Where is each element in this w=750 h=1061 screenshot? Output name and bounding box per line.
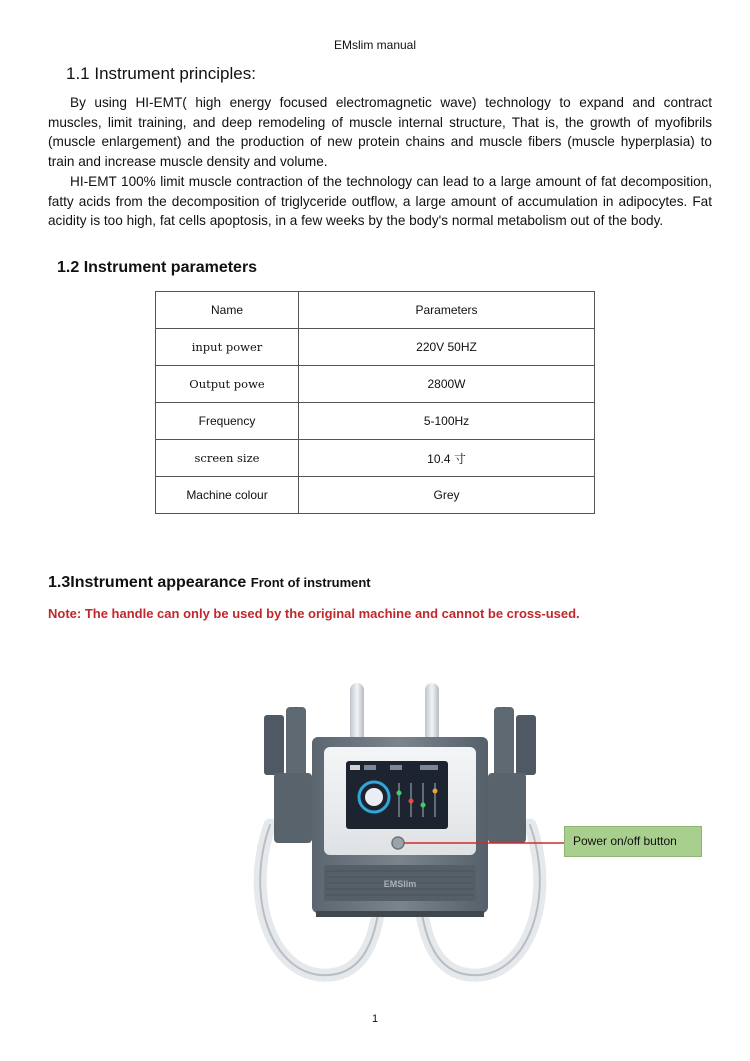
parameters-table [155,291,595,514]
table-cell-value: 220V 50HZ [299,329,595,366]
touch-screen [346,761,448,829]
appearance-subtitle: Front of instrument [250,575,371,590]
table-header-row [156,292,595,329]
page-number: 1 [371,1013,379,1025]
handle-warning-note: Note: The handle can only be used by the original machine and cannot be cross-used. [48,606,580,621]
table-row [156,403,595,440]
machine-image [250,675,550,995]
table-header-parameters: Parameters [299,292,595,329]
machine-base [316,911,484,917]
table-header-name: Name [156,292,299,329]
page-header: EMslim manual [333,38,417,52]
table-cell-value: 2800W [299,366,595,403]
power-button-callout: Power on/off button [564,826,702,857]
table-cell-name: Output powe [156,366,299,403]
table-cell-value: 10.4 寸 [299,440,595,477]
appearance-title: 1.3Instrument appearance [48,574,247,591]
top-cable-right [425,683,439,743]
principles-paragraph-1: By using HI-EMT( high energy focused electromagnetic wave) technology to expand and contract muscles, limit training, and deep remodeling of muscle internal structure, That is, the growth of myofibrils (muscle enlargement) and the production of new protein chains and muscle fibers (muscle hyperplasia) to train and increase muscle density and volume. [48,95,712,169]
table-cell-value: 5-100Hz [299,403,595,440]
table-cell-value: Grey [299,477,595,514]
top-cable-left [350,683,364,743]
table-cell-name: screen size [156,440,299,477]
principles-paragraph-2: HI-EMT 100% limit muscle contraction of the technology can lead to a large amount of fat decomposition, fatty acids from the decomposition of triglyceride outflow, a large amount of accumulation in adipocytes. Fat acidity is too high, fat cells apoptosis, in a few weeks by the body's normal metabolism out of the body. [48,174,712,229]
table-cell-name: Frequency [156,403,299,440]
section-heading-parameters: 1.2 Instrument parameters [57,259,258,276]
table-cell-name: input power [156,329,299,366]
section-heading-principles: 1.1 Instrument principles: [66,64,256,83]
table-row [156,366,595,403]
power-button[interactable] [392,837,404,849]
table-row [156,477,595,514]
machine-brand-label: EMSlim [383,879,417,889]
table-cell-name: Machine colour [156,477,299,514]
table-row [156,440,595,477]
table-row [156,329,595,366]
section-heading-appearance [48,574,371,592]
